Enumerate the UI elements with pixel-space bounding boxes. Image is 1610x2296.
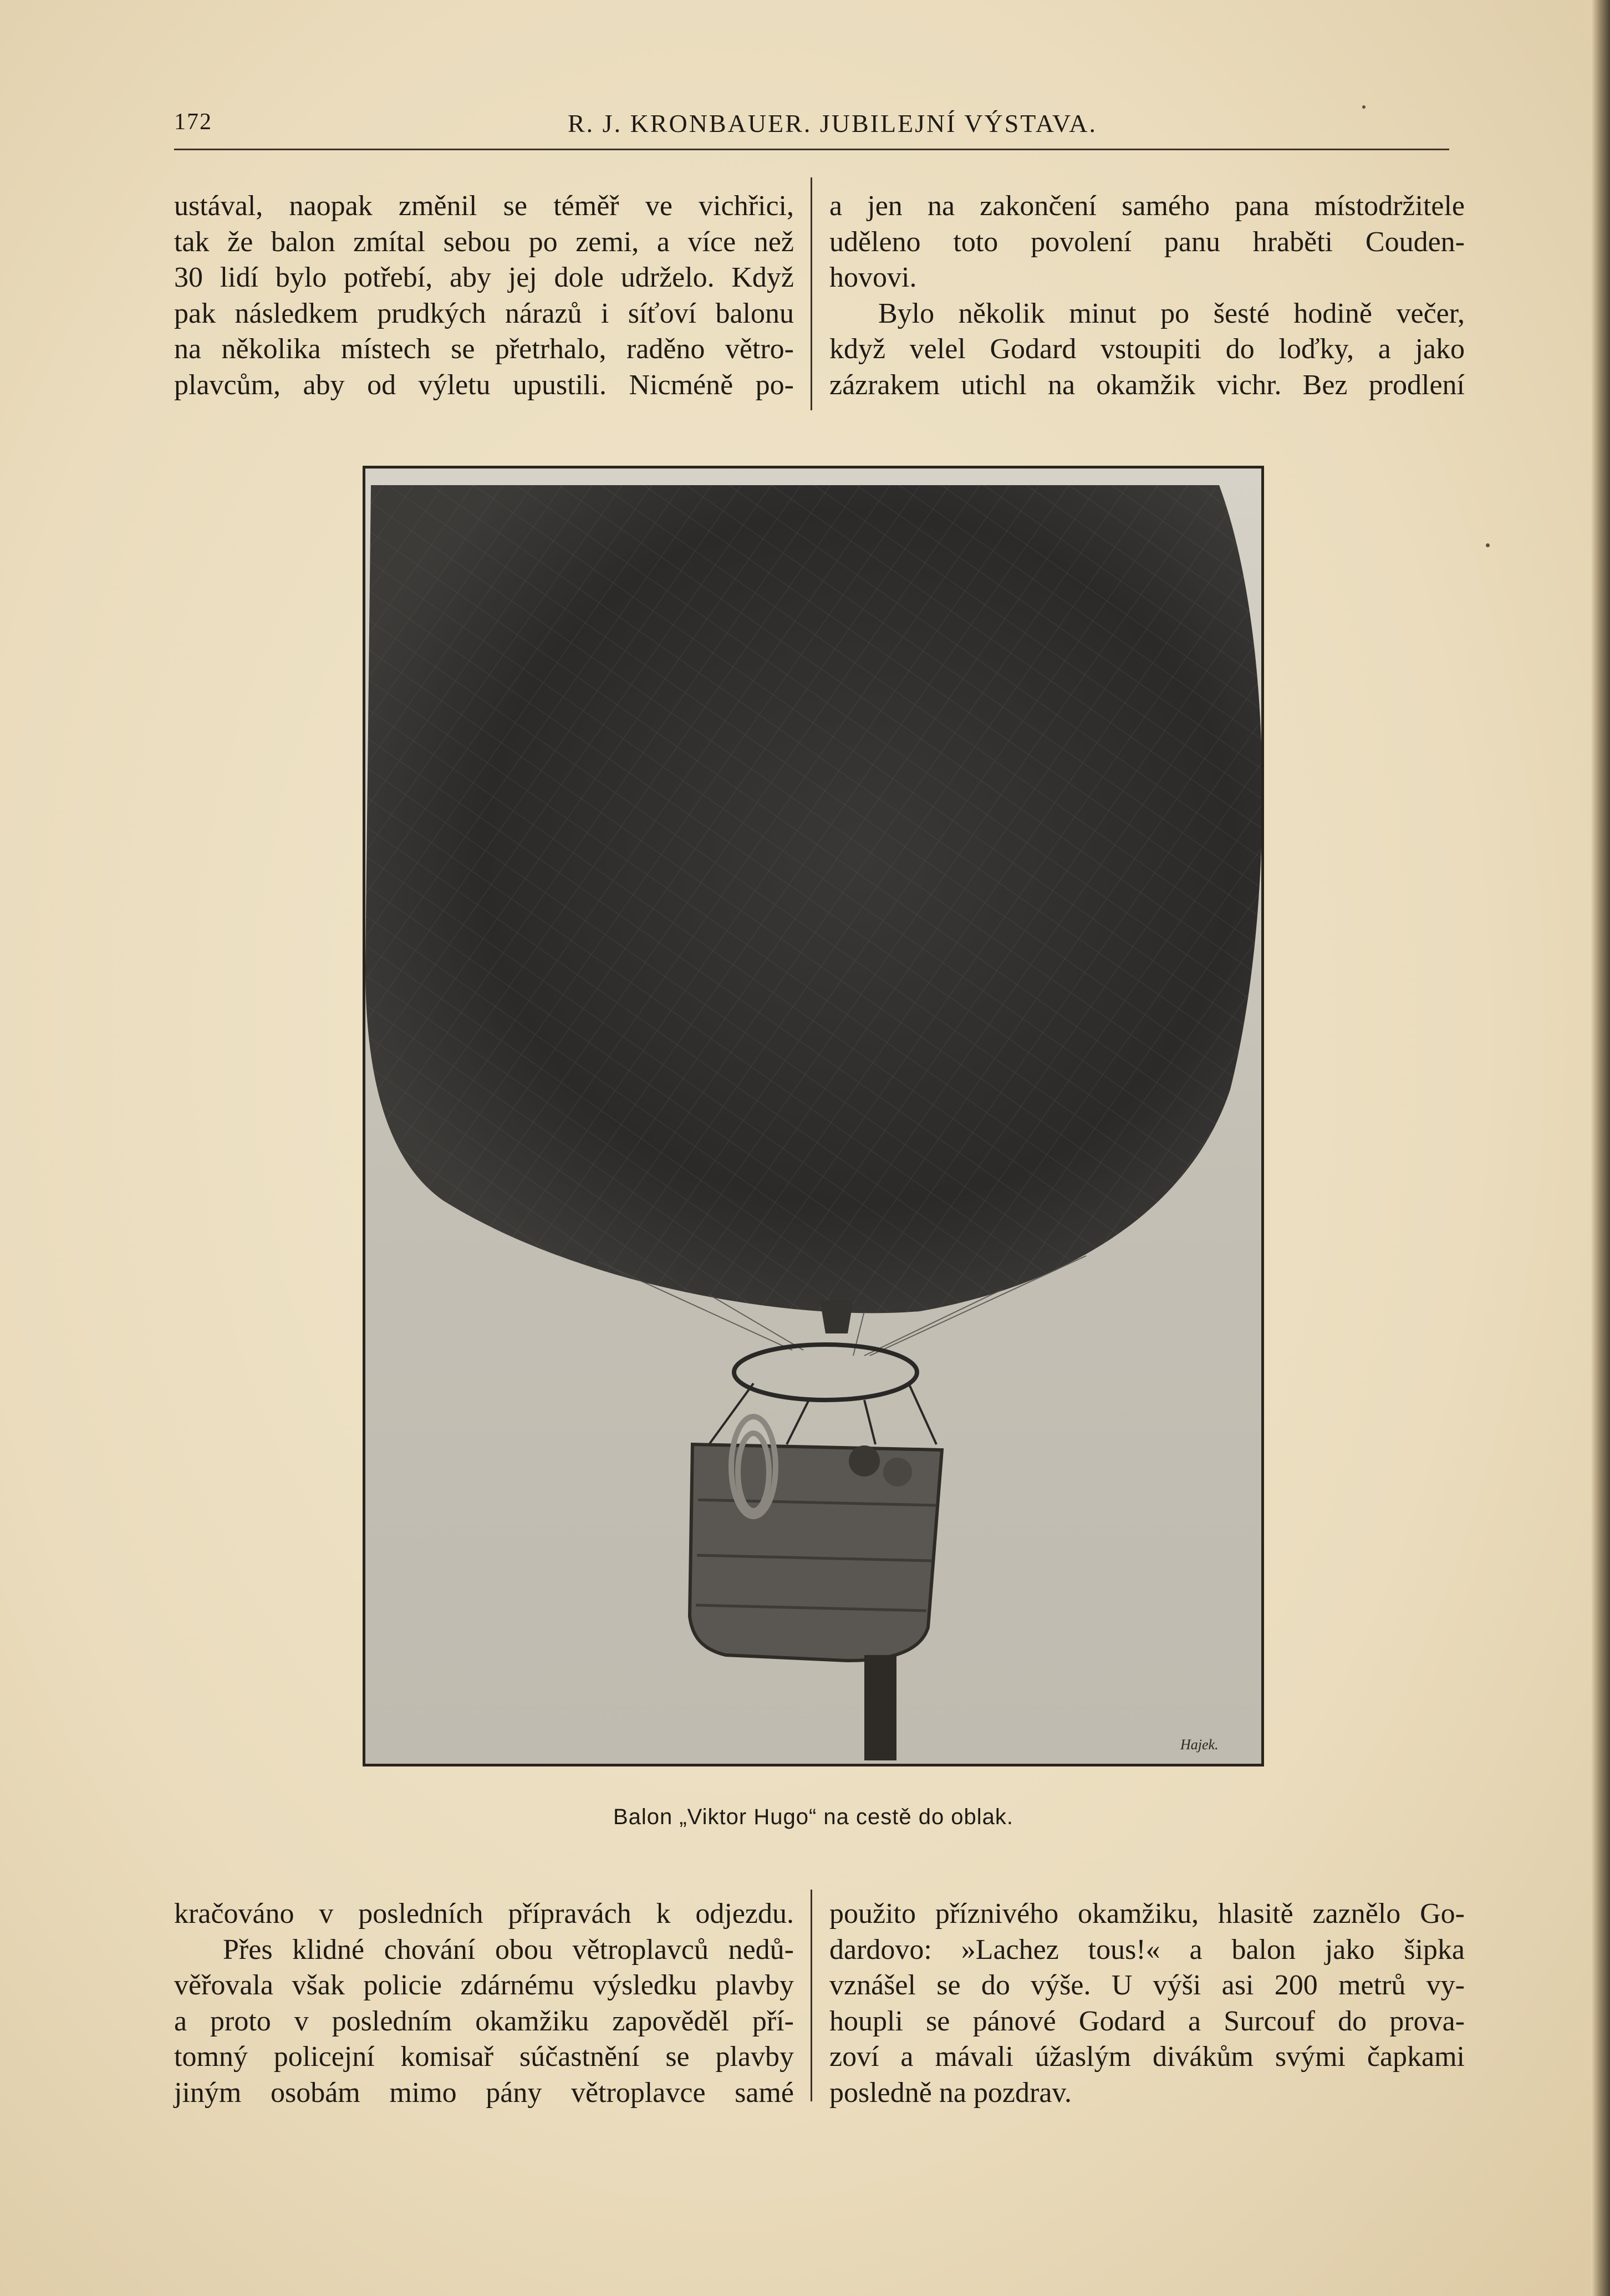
text-line: tak že balon zmítal sebou po zemi, a více než [174,226,794,258]
text-line: zázrakem utichl na okamžik vichr. Bez prodlení [829,369,1465,401]
column-divider [811,177,812,410]
text-line: věřovala však policie zdárnému výsledku plavby [174,1969,794,2001]
text-line: a proto v posledním okamžiku zapověděl pří- [174,2005,794,2037]
text-line: zoví a mávali úžaslým divákům svými čapkami [829,2041,1465,2073]
binding-edge [1591,0,1610,2296]
text-line: na několika místech se přetrhalo, raděno větro- [174,333,794,365]
balloon-photograph [363,466,1264,1766]
text-line: hovovi. [829,262,917,293]
balloon-illustration [365,469,1261,1764]
guide-rope [864,1655,896,1760]
aeronaut-1 [849,1445,880,1477]
paper-speck [1362,105,1366,109]
text-line: dardovo: »Lachez tous!« a balon jako šipka [829,1933,1465,1966]
text-line: jiným osobám mimo pány větroplavce samé [174,2076,794,2109]
text-column-bottom-right [829,1896,1465,2111]
text-line: pak následkem prudkých nárazů i síťoví balonu [174,297,794,329]
running-title: R. J. KRONBAUER. JUBILEJNÍ VÝSTAVA. [568,109,1097,138]
text-line: posledně na pozdrav. [829,2076,1072,2109]
paper-speck [1486,543,1490,547]
text-column-bottom-left [174,1896,794,2111]
text-line: a jen na zakončení samého pana místodržitele [829,190,1465,222]
text-line: Přes klidné chování obou větroplavců nedů- [223,1933,794,1966]
figure-caption: Balon „Viktor Hugo“ na cestě do oblak. [613,1805,1014,1829]
running-head [174,104,1449,154]
text-line: plavcům, aby od výletu upustili. Nicméně po- [174,369,794,401]
appendix-neck [820,1300,853,1333]
text-line: 30 lidí bylo potřebí, aby jej dole udrželo. Když [174,262,794,293]
text-column-top-right [829,189,1465,403]
header-rule [174,149,1449,150]
column-divider [811,1890,812,2101]
text-line: kračováno v posledních přípravách k odjezdu. [174,1898,794,1930]
text-line: když velel Godard vstoupiti do loďky, a jako [829,333,1465,365]
engraver-signature: Hajek. [1180,1737,1219,1753]
page-number: 172 [174,109,212,135]
text-line: použito příznivého okamžiku, hlasitě zaznělo Go- [829,1898,1465,1930]
text-line: houpli se pánové Godard a Surcouf do prova- [829,2005,1465,2037]
text-line: tomný policejní komisař súčastnění se plavby [174,2041,794,2073]
text-line: ustával, naopak změnil se téměř ve vichřici, [174,190,794,222]
aeronaut-2 [883,1458,912,1486]
text-line: Bylo několik minut po šesté hodině večer, [878,297,1465,329]
text-line: vznášel se do výše. U výši asi 200 metrů vy- [829,1969,1465,2001]
text-line: uděleno toto povolení panu hraběti Couden- [829,226,1465,258]
load-ring [734,1345,917,1400]
text-column-top-left [174,189,794,403]
